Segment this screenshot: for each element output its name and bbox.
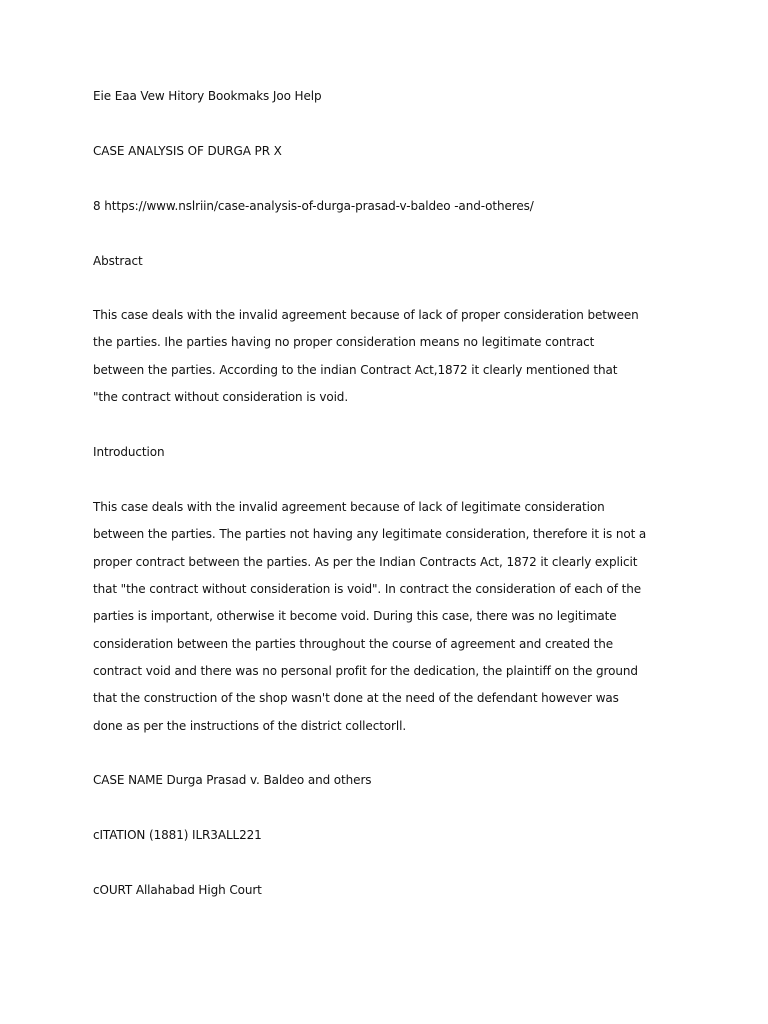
introduction-line: between the parties. The parties not having any legitimate consideration, therefore it is not a [93,527,647,541]
browser-menu-line: Eie Eaa Vew Hitory Bookmaks Joo Help [93,89,322,103]
abstract-line: between the parties. According to the indian Contract Act,1872 it clearly mentioned that [93,363,618,377]
browser-tab-title: CASE ANALYSIS OF DURGA PR X [93,144,282,158]
introduction-line: parties is important, otherwise it become void. During this case, there was no legitimate [93,609,617,623]
abstract-line: "the contract without consideration is void. [93,390,349,404]
abstract-line: the parties. Ihe parties having no proper consideration means no legitimate contract [93,335,595,349]
introduction-line: consideration between the parties throughout the course of agreement and created the [93,637,614,651]
case-name: CASE NAME Durga Prasad v. Baldeo and others [93,773,372,787]
case-citation: cITATION (1881) ILR3ALL221 [93,828,262,842]
introduction-line: that the construction of the shop wasn't done at the need of the defendant however was [93,691,619,705]
abstract-line: This case deals with the invalid agreement because of lack of proper consideration between [93,308,639,322]
case-court: cOURT Allahabad High Court [93,883,262,897]
introduction-heading: Introduction [93,445,165,459]
introduction-line: contract void and there was no personal profit for the dedication, the plaintiff on the ground [93,664,638,678]
browser-url-line: 8 https://www.nslriin/case-analysis-of-durga-prasad-v-baldeo -and-otheres/ [93,199,534,213]
abstract-heading: Abstract [93,254,143,268]
introduction-line: This case deals with the invalid agreement because of lack of legitimate consideration [93,500,605,514]
introduction-line: that "the contract without consideration is void". In contract the consideration of each of the [93,582,642,596]
introduction-line: done as per the instructions of the district collectorll. [93,719,407,733]
introduction-line: proper contract between the parties. As per the Indian Contracts Act, 1872 it clearly explicit [93,555,638,569]
